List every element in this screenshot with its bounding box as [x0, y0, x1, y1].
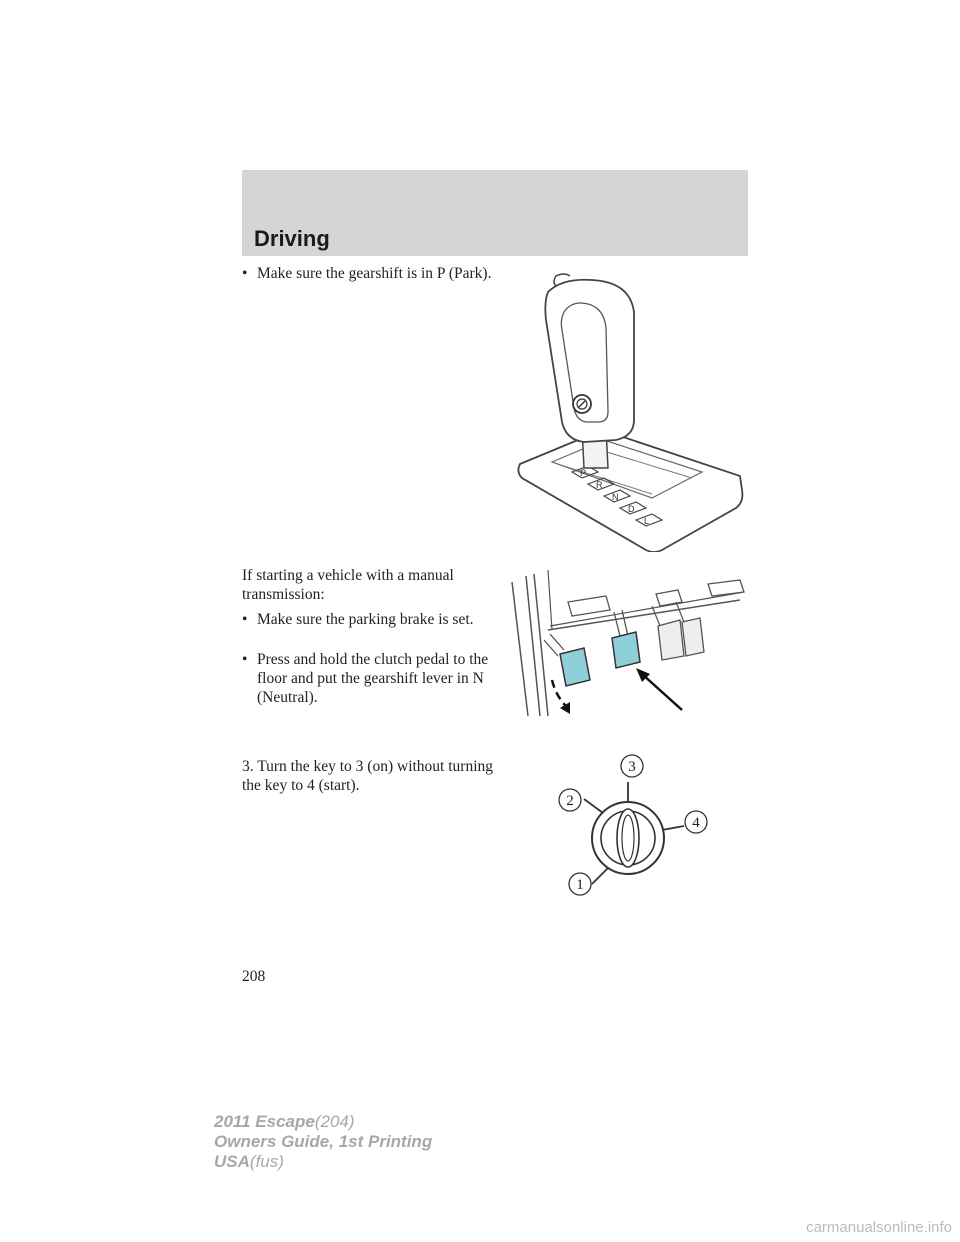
gate-label-l: L: [644, 516, 650, 526]
footer-model: 2011 Escape: [214, 1112, 315, 1131]
bullet-parking-brake: [242, 610, 492, 629]
manual-intro: If starting a vehicle with a manual transmission:: [242, 567, 454, 603]
document-footer: [214, 1112, 432, 1172]
bullet-symbol: •: [242, 611, 248, 628]
brake-pedal: [612, 632, 640, 668]
section-title: Driving: [254, 226, 330, 251]
bullet-symbol: •: [242, 651, 248, 668]
gearshift-illustration: [512, 272, 748, 552]
pedals-illustration: [508, 570, 756, 720]
footer-market: USA: [214, 1152, 250, 1171]
bullet-symbol: •: [242, 265, 248, 282]
ignition-position-4: 4: [692, 815, 700, 831]
ignition-position-3: 3: [628, 759, 636, 775]
gate-label-d: D: [628, 504, 635, 514]
bullet-text: Make sure the gearshift is in P (Park).: [257, 265, 492, 282]
footer-model-code: (204): [314, 1112, 355, 1131]
clutch-pedal: [560, 648, 590, 686]
bullet-gearshift-park: [242, 264, 492, 283]
gate-label-p: P: [580, 468, 587, 478]
footer-printing: Owners Guide, 1st Printing: [214, 1132, 433, 1151]
ignition-illustration: [548, 752, 724, 902]
watermark: carmanualsonline.info: [806, 1219, 952, 1236]
ignition-position-1: 1: [576, 877, 584, 893]
footer-market-code: (fus): [249, 1152, 284, 1171]
bullet-clutch-pedal: [242, 650, 492, 707]
gate-label-r: R: [596, 480, 603, 490]
bullet-text: Make sure the parking brake is set.: [257, 611, 474, 628]
gate-label-n: N: [612, 492, 619, 502]
step-3-text: 3. Turn the key to 3 (on) without turning the key to 4 (start).: [242, 758, 494, 794]
page-number: 208: [242, 968, 266, 985]
ignition-position-2: 2: [566, 793, 574, 809]
bullet-text: Press and hold the clutch pedal to the floor and put the gearshift lever in N (Neutral).: [257, 651, 489, 706]
